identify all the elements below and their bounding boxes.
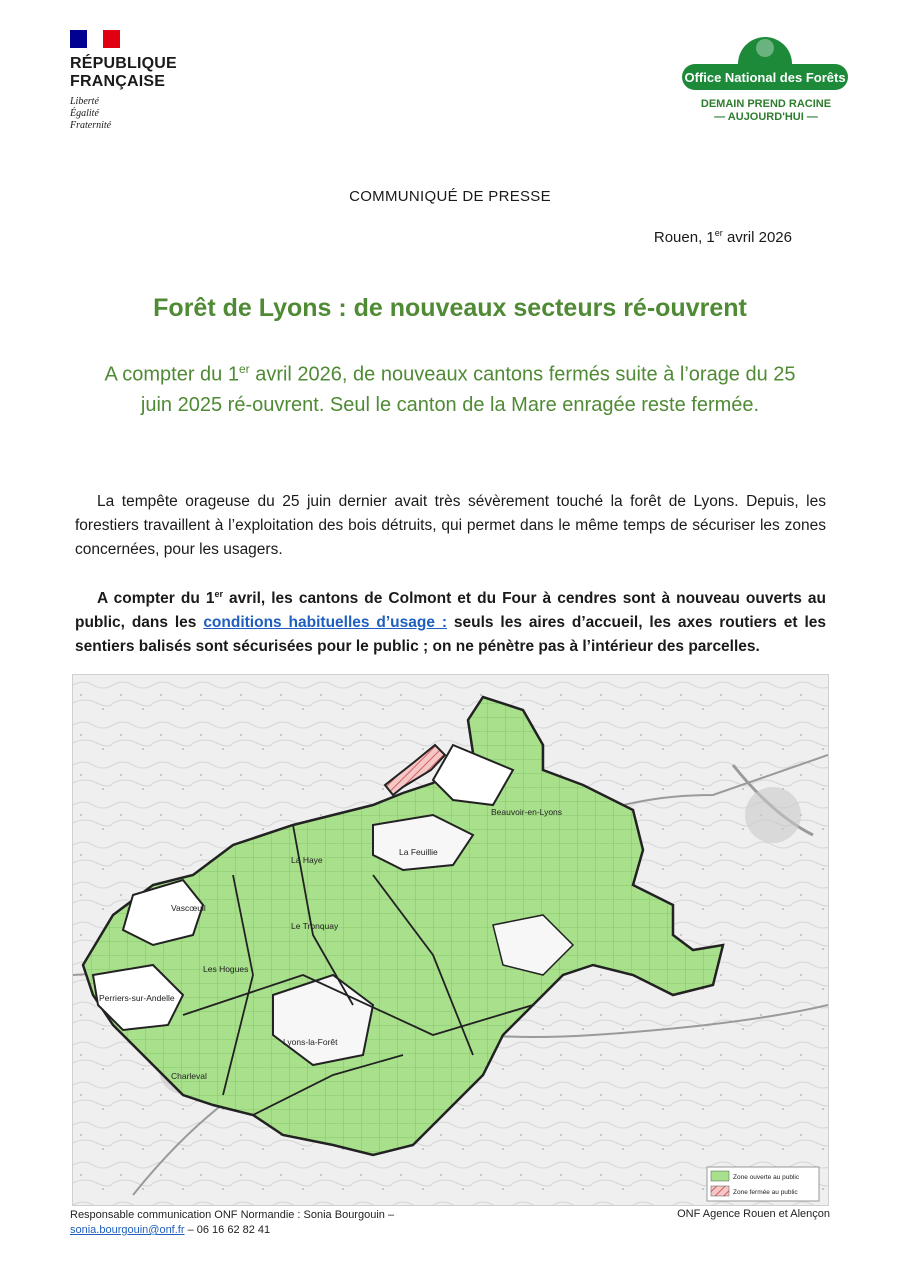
map-legend <box>707 1167 819 1201</box>
republic-name <box>70 55 210 91</box>
article-title: Forêt de Lyons : de nouveaux secteurs ré-ouvrent <box>153 294 747 322</box>
place-label: Perriers-sur-Andelle <box>99 993 175 1003</box>
onf-name: Office National des Forêts <box>684 70 846 85</box>
contact-email-link[interactable]: sonia.bourgouin@onf.fr <box>70 1224 185 1236</box>
legend-open-label: Zone ouverte au public <box>733 1174 800 1181</box>
footer-contact <box>70 1208 394 1238</box>
motto-liberte: Liberté <box>70 96 99 107</box>
motto-egalite: Égalité <box>70 108 99 119</box>
body-paragraph-1: La tempête orageuse du 25 juin dernier avait très sévèrement touché la forêt de Lyons. Depuis, les forestiers travaillent à l’exploitation des bois détruits, qui permet dans le même temps de sécuriser les zones concernées, pour les usagers. <box>75 493 826 558</box>
legend-closed-swatch <box>711 1186 729 1196</box>
place-label: Lyons-la-Forêt <box>283 1037 338 1047</box>
motto-fraternite: Fraternité <box>70 120 112 131</box>
article-lede: A compter du 1er avril 2026, de nouveaux cantons fermés suite à l’orage du 25 juin 2025 ré-ouvrent. Seul le canton de la Mare enragée reste fermée. <box>104 362 796 416</box>
place-label: La Haye <box>291 855 323 865</box>
place-label: Beauvoir-en-Lyons <box>491 807 563 817</box>
republic-line-2: FRANÇAISE <box>70 73 166 90</box>
legend-open-swatch <box>711 1171 729 1181</box>
onf-tagline <box>676 98 856 124</box>
place-label: La Feuillie <box>399 847 438 857</box>
place-label: Vascœuil <box>171 903 206 913</box>
republic-motto <box>70 96 210 132</box>
place-label: Le Tronquay <box>291 921 339 931</box>
contact-phone: – 06 16 62 82 41 <box>184 1224 271 1236</box>
legend-closed-label: Zone fermée au public <box>733 1189 798 1196</box>
onf-tagline-1: DEMAIN PREND RACINE <box>700 98 832 110</box>
place-label: Charleval <box>171 1071 207 1081</box>
republic-line-1: RÉPUBLIQUE <box>70 55 177 72</box>
footer-agency: ONF Agence Rouen et Alençon <box>677 1208 830 1220</box>
usage-conditions-link[interactable]: conditions habituelles d’usage : <box>203 614 447 632</box>
forest-map <box>72 674 829 1206</box>
body-paragraph-2: A compter du 1er avril, les cantons de Colmont et du Four à cendres sont à nouveau ouverts au public, dans les conditions habituelles d’usage : seuls les aires d’accueil, les axes routiers et les sentiers balisés sont sécurisées pour le public ; on ne pénètre pas à l’intérieur des parcelles. <box>75 589 827 656</box>
republique-francaise-logo <box>70 30 210 132</box>
contact-line: Responsable communication ONF Normandie : Sonia Bourgouin – <box>70 1209 395 1221</box>
dateline: Rouen, 1er avril 2026 <box>653 228 792 246</box>
marianne-flag-icon <box>70 30 120 48</box>
place-label: Les Hogues <box>203 964 249 974</box>
press-release-label: COMMUNIQUÉ DE PRESSE <box>349 188 551 205</box>
onf-tagline-2: — AUJOURD'HUI — <box>714 111 818 123</box>
